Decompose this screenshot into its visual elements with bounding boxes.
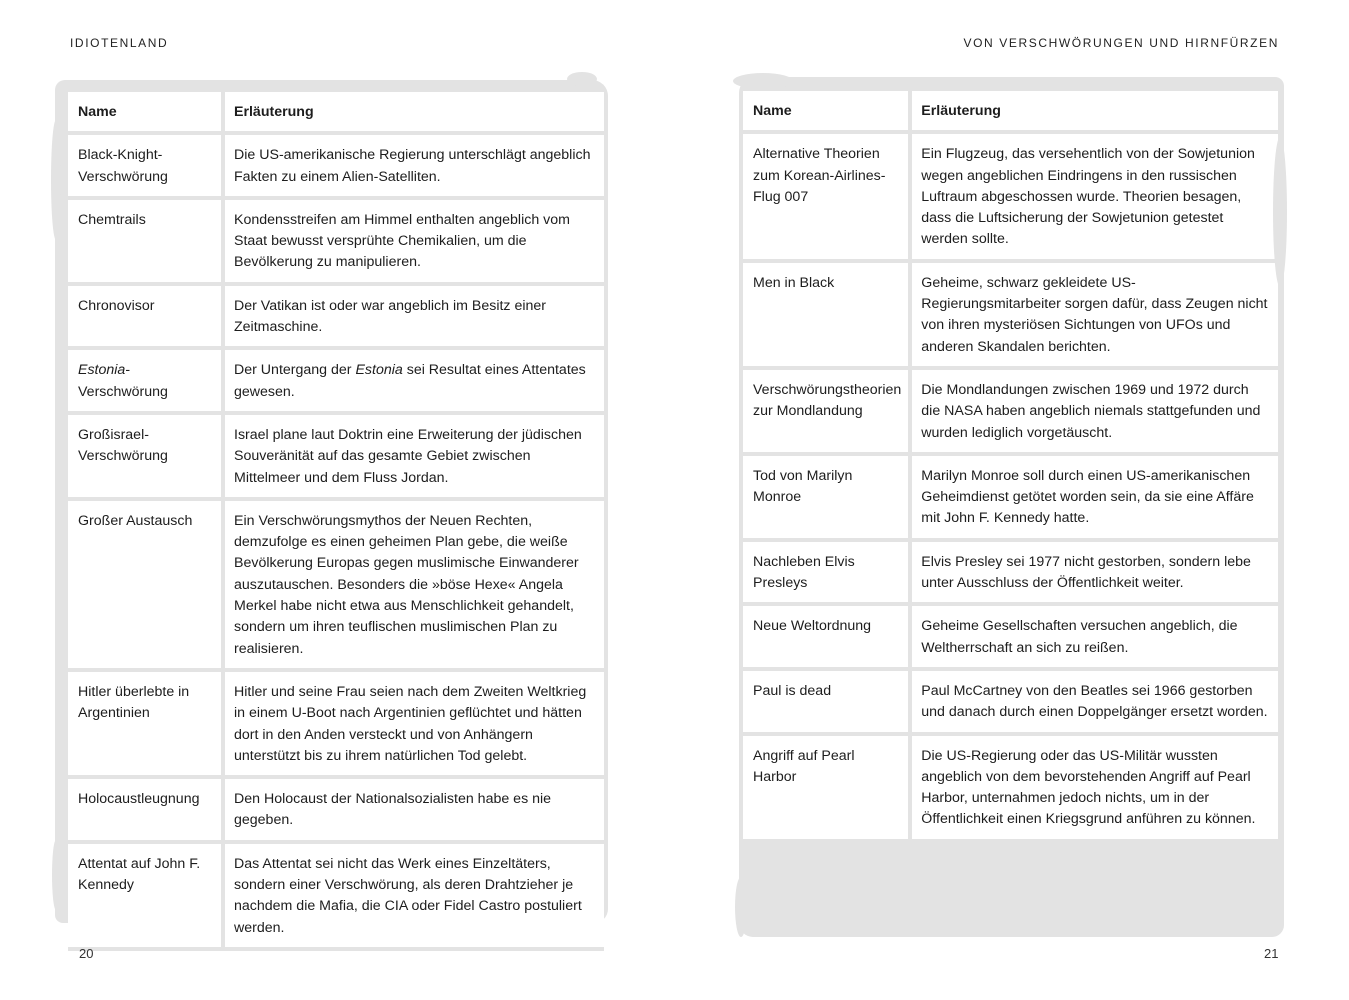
table-row — [68, 777, 604, 842]
row-explanation: Ein Flugzeug, das versehentlich von der Sowjetunion wegen angeblichen Eindringens in den russischen Luftraum abgeschossen wurde. Theorien besagen, dass die Luftsicherung der Sowjetunion getestet werden sollte. — [910, 132, 1278, 260]
row-explanation: Marilyn Monroe soll durch einen US-amerikanischen Geheimdienst getötet worden sein, da sie eine Affäre mit John F. Kennedy hatte. — [910, 454, 1278, 540]
row-explanation: Ein Verschwörungsmythos der Neuen Rechten, demzufolge es einen geheimen Plan gebe, die weiße Bevölkerung Europas gegen muslimische Einwanderer auszutauschen. Besonders die »böse Hexe« Angela Merkel habe nicht etwa aus Menschlichkeit gehandelt, sondern um ihren teuflischen muslimischen Plan zu realisieren. — [223, 499, 604, 670]
row-name: Verschwörungstheorien zur Mondlandung — [743, 368, 910, 454]
table-row — [743, 132, 1278, 260]
column-header-name: Name — [68, 92, 223, 133]
row-name: Angriff auf Pearl Harbor — [743, 734, 910, 841]
left-table-panel — [55, 80, 608, 936]
row-explanation: Das Attentat sei nicht das Werk eines Einzeltäters, sondern einer Verschwörung, als deren Drahtzieher je nachdem die Mafia, die CIA oder Fidel Castro postuliert werden. — [223, 842, 604, 949]
row-explanation: Hitler und seine Frau seien nach dem Zweiten Weltkrieg in einem U-Boot nach Argentinien geflüchtet und hätten dort in den Anden versteckt und von Anhängern unterstützt bis zu ihrem natürlichen Tod gelebt. — [223, 670, 604, 777]
table-row — [743, 604, 1278, 669]
right-conspiracy-table — [743, 91, 1278, 843]
table-header-row — [68, 92, 604, 133]
column-header-name: Name — [743, 91, 910, 132]
column-header-explanation: Erläuterung — [223, 92, 604, 133]
running-head-right: VON VERSCHWÖRUNGEN UND HIRNFÜRZEN — [963, 36, 1279, 50]
page-number-right: 21 — [1264, 946, 1279, 961]
row-explanation — [223, 348, 604, 413]
table-row — [68, 348, 604, 413]
row-name: Alternative Theorien zum Korean-Airlines-Flug 007 — [743, 132, 910, 260]
row-name — [68, 348, 223, 413]
page-number-left: 20 — [79, 946, 94, 961]
table-row — [743, 669, 1278, 734]
row-name: Holocaustleugnung — [68, 777, 223, 842]
row-explanation: Paul McCartney von den Beatles sei 1966 gestorben und danach durch einen Doppelgänger ersetzt worden. — [910, 669, 1278, 734]
row-name: Tod von Marilyn Monroe — [743, 454, 910, 540]
row-explanation: Die US-amerikanische Regierung unterschlägt angeblich Fakten zu einem Alien-Satelliten. — [223, 133, 604, 198]
row-explanation: Geheime Gesellschaften versuchen angeblich, die Weltherrschaft an sich zu reißen. — [910, 604, 1278, 669]
row-text-post: sei Resultat eines Attentates gewesen. — [234, 362, 586, 400]
table-row — [743, 368, 1278, 454]
table-row — [743, 454, 1278, 540]
row-explanation: Die Mondlandungen zwischen 1969 und 1972 durch die NASA haben angeblich niemals stattgefunden und wurden lediglich vorgetäuscht. — [910, 368, 1278, 454]
row-name: Nachleben Elvis Presleys — [743, 540, 910, 605]
row-name: Black-Knight-Verschwörung — [68, 133, 223, 198]
row-name: Chemtrails — [68, 198, 223, 284]
table-row — [743, 540, 1278, 605]
table-row — [743, 261, 1278, 368]
row-text-italic: Estonia — [355, 362, 403, 379]
row-name: Chronovisor — [68, 284, 223, 349]
row-name-rest: -Verschwörung — [78, 362, 168, 400]
table-row — [68, 413, 604, 499]
row-text-pre: Der Untergang der — [234, 362, 356, 379]
row-explanation: Elvis Presley sei 1977 nicht gestorben, sondern lebe unter Ausschluss der Öffentlichkeit weiter. — [910, 540, 1278, 605]
table-header-row — [743, 91, 1278, 132]
table-row — [68, 670, 604, 777]
row-explanation: Der Vatikan ist oder war angeblich im Besitz einer Zeitmaschine. — [223, 284, 604, 349]
left-conspiracy-table — [68, 92, 604, 951]
row-explanation: Kondensstreifen am Himmel enthalten angeblich vom Staat bewusst versprühte Chemikalien, um die Bevölkerung zu manipulieren. — [223, 198, 604, 284]
row-explanation: Israel plane laut Doktrin eine Erweiterung der jüdischen Souveränität auf das gesamte Gebiet zwischen Mittelmeer und dem Fluss Jordan. — [223, 413, 604, 499]
table-row — [68, 133, 604, 198]
table-row — [68, 499, 604, 670]
table-row — [68, 284, 604, 349]
row-explanation: Den Holocaust der Nationalsozialisten habe es nie gegeben. — [223, 777, 604, 842]
right-table-panel — [739, 77, 1284, 937]
row-name: Hitler überlebte in Argentinien — [68, 670, 223, 777]
row-explanation: Die US-Regierung oder das US-Militär wussten angeblich von dem bevorstehenden Angriff auf Pearl Harbor, unternahmen jedoch nichts, um in der Öffentlichkeit einen Kriegsgrund anführen zu können. — [910, 734, 1278, 841]
running-head-left: IDIOTENLAND — [70, 36, 169, 50]
row-explanation: Geheime, schwarz gekleidete US-Regierungsmitarbeiter sorgen dafür, dass Zeugen nicht von ihren mysteriösen Sichtungen von UFOs und anderen Skandalen berichten. — [910, 261, 1278, 368]
column-header-explanation: Erläuterung — [910, 91, 1278, 132]
row-name: Neue Weltordnung — [743, 604, 910, 669]
table-row — [68, 198, 604, 284]
row-name: Paul is dead — [743, 669, 910, 734]
row-name: Großisrael-Verschwörung — [68, 413, 223, 499]
row-name-italic: Estonia — [78, 362, 126, 379]
row-name: Attentat auf John F. Kennedy — [68, 842, 223, 949]
table-row — [743, 734, 1278, 841]
row-name: Großer Austausch — [68, 499, 223, 670]
table-row — [68, 842, 604, 949]
row-name: Men in Black — [743, 261, 910, 368]
